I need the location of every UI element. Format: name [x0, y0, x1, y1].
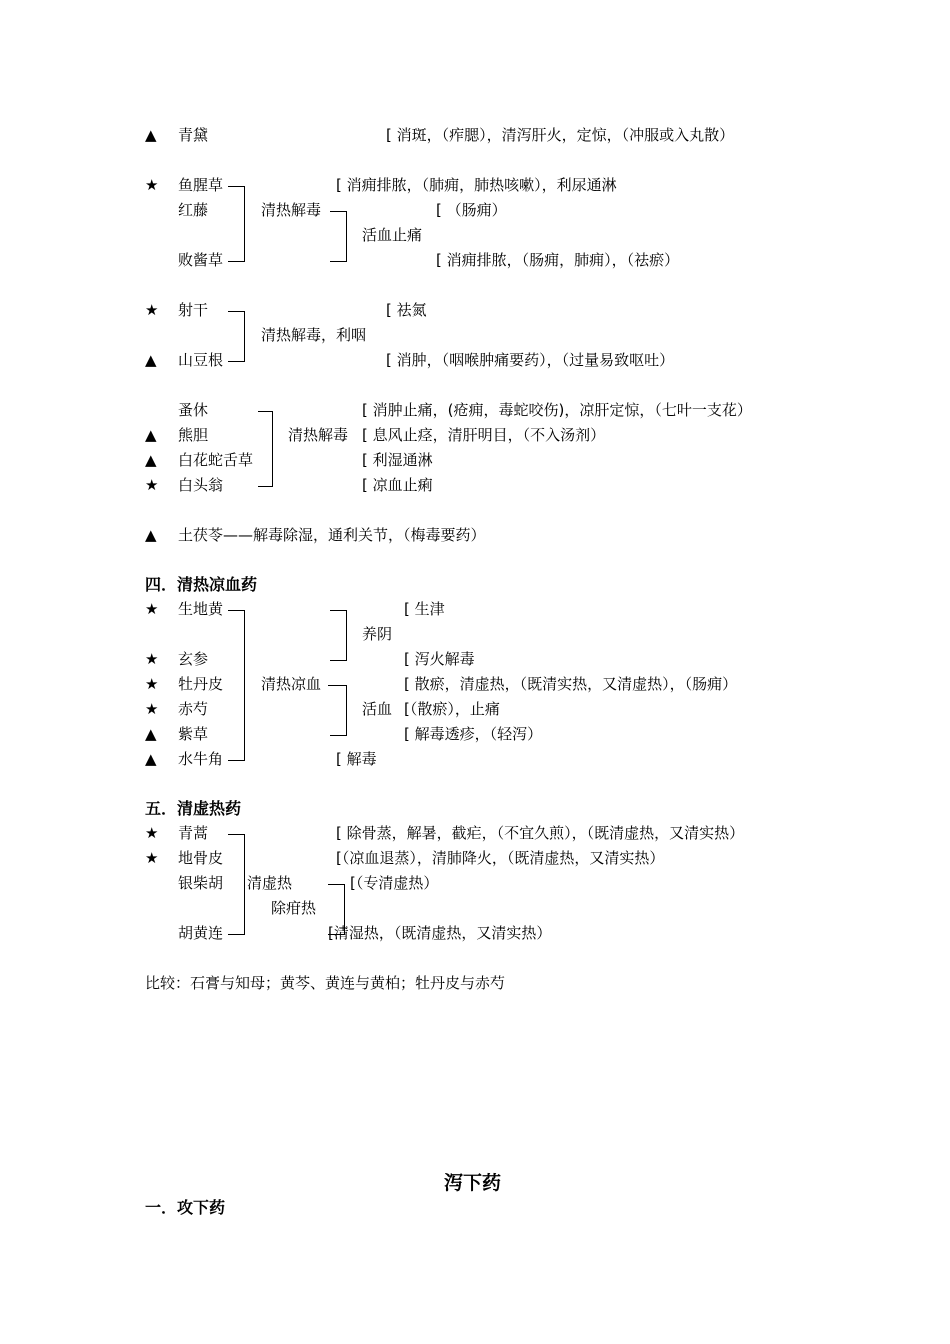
function-label: 清热解毒	[288, 426, 349, 444]
triangle-marker: ▲	[145, 750, 157, 768]
herb-yuxingcao: 鱼腥草	[178, 176, 224, 194]
bracket-line	[330, 660, 346, 661]
herb-qingdai: 青黛	[178, 126, 209, 144]
herb-digupi: 地骨皮	[178, 849, 224, 867]
star-marker: ★	[145, 675, 159, 693]
bracket-line	[228, 186, 244, 187]
bracket-line	[228, 610, 244, 611]
bracket-line	[244, 834, 245, 935]
bracket-line	[228, 361, 244, 362]
bracket-line	[244, 311, 245, 362]
star-marker: ★	[145, 176, 159, 194]
herb-description: [ 消斑，（痄腮），清泻肝火，定惊，（冲服或入丸散）	[386, 126, 735, 144]
function-label: 活血	[362, 700, 393, 718]
herb-zaoxiu: 蚤休	[178, 401, 209, 419]
triangle-marker: ▲	[145, 126, 157, 144]
herb-description: [ 散瘀，清虚热，（既清实热，又清虚热），（肠痈）	[404, 675, 738, 693]
bracket-line	[258, 411, 272, 412]
bracket-line	[272, 411, 273, 487]
triangle-marker: ▲	[145, 725, 157, 743]
bracket-line	[330, 261, 346, 262]
star-marker: ★	[145, 700, 159, 718]
star-marker: ★	[145, 849, 159, 867]
bracket-line	[244, 186, 245, 262]
section-heading: 一．攻下药	[145, 1198, 226, 1217]
function-label: 活血止痛	[362, 226, 423, 244]
herb-hongteng: 红藤	[178, 201, 209, 219]
herb-description: [ 消肿止痛，(疮痈，毒蛇咬伤)，凉肝定惊，（七叶一支花）	[362, 401, 752, 419]
bracket-line	[258, 486, 272, 487]
bracket-line	[346, 610, 347, 661]
bracket-line	[244, 610, 245, 761]
herb-baitouweng: 白头翁	[178, 476, 224, 494]
section-heading: 五．清虚热药	[145, 799, 242, 818]
bracket-line	[330, 735, 346, 736]
function-label: 清热解毒，利咽	[261, 326, 367, 344]
herb-description: [ 泻火解毒	[404, 650, 475, 668]
bracket-line	[228, 760, 244, 761]
herb-tufuling: 土茯苓——解毒除湿，通利关节，（梅毒要药）	[178, 526, 486, 544]
bracket-line	[330, 610, 346, 611]
section-heading: 四．清热凉血药	[145, 575, 258, 594]
function-label: 除疳热	[271, 899, 317, 917]
function-label: 养阴	[362, 625, 393, 643]
bracket-line	[330, 685, 346, 686]
bracket-line	[330, 211, 346, 212]
herb-xuanshen: 玄参	[178, 650, 209, 668]
triangle-marker: ▲	[145, 526, 157, 544]
bracket-line	[228, 834, 244, 835]
herb-description: [ 解毒透疹，（轻泻）	[404, 725, 543, 743]
star-marker: ★	[145, 824, 159, 842]
herb-description: [ 消肿，（咽喉肿痛要药），（过量易致呕吐）	[386, 351, 675, 369]
herb-description: [ 息风止痉，清肝明目，（不入汤剂）	[362, 426, 606, 444]
herb-qinghao: 青蒿	[178, 824, 209, 842]
herb-xiongdan: 熊胆	[178, 426, 209, 444]
herb-description: [ 消痈排脓，（肺痈，肺热咳嗽），利尿通淋	[336, 176, 617, 194]
chapter-title: 泻下药	[444, 1172, 502, 1194]
herb-shuiniujiao: 水牛角	[178, 750, 224, 768]
herb-zicao: 紫草	[178, 725, 209, 743]
star-marker: ★	[145, 301, 159, 319]
bracket-line	[346, 211, 347, 262]
function-label: 清热凉血	[261, 675, 322, 693]
triangle-marker: ▲	[145, 351, 157, 369]
herb-shengdihuang: 生地黄	[178, 600, 224, 618]
herb-shegan: 射干	[178, 301, 209, 319]
herb-description: [ 消痈排脓，（肠痈，肺痈），（祛瘀）	[436, 251, 680, 269]
triangle-marker: ▲	[145, 451, 157, 469]
herb-yinchaihu: 银柴胡	[178, 874, 224, 892]
herb-mudanpi: 牡丹皮	[178, 675, 224, 693]
bracket-line	[228, 934, 244, 935]
bracket-line	[346, 685, 347, 736]
bracket-line	[228, 311, 244, 312]
herb-description: [（凉血退蒸），清肺降火，（既清虚热，又清实热）	[336, 849, 665, 867]
comparison-note: 比较：石膏与知母；黄芩、黄连与黄柏；牡丹皮与赤芍	[145, 974, 506, 992]
function-label: 清热解毒	[261, 201, 322, 219]
star-marker: ★	[145, 650, 159, 668]
herb-description: [ （肠痈）	[436, 201, 507, 219]
herb-description: [ 利湿通淋	[362, 451, 433, 469]
star-marker: ★	[145, 476, 159, 494]
herb-baijiangcao: 败酱草	[178, 251, 224, 269]
triangle-marker: ▲	[145, 426, 157, 444]
bracket-line	[328, 884, 344, 885]
herb-huhuanglian: 胡黄连	[178, 924, 224, 942]
herb-description: [（散瘀），止痛	[404, 700, 500, 718]
herb-description: [（专清虚热）	[350, 874, 439, 892]
herb-description: [ 生津	[404, 600, 445, 618]
star-marker: ★	[145, 600, 159, 618]
herb-baihuasheshecao: 白花蛇舌草	[178, 451, 254, 469]
herb-description: [ 解毒	[336, 750, 377, 768]
herb-description: [ 祛氮	[386, 301, 427, 319]
bracket-line	[228, 261, 244, 262]
function-label: 清虚热	[247, 874, 293, 892]
herb-description: [ 除骨蒸，解暑，截疟，（不宜久煎），（既清虚热，又清实热）	[336, 824, 745, 842]
herb-description: [清湿热，（既清虚热，又清实热）	[328, 924, 552, 942]
herb-description: [ 凉血止痢	[362, 476, 433, 494]
herb-shandougen: 山豆根	[178, 351, 224, 369]
herb-chishao: 赤芍	[178, 700, 209, 718]
